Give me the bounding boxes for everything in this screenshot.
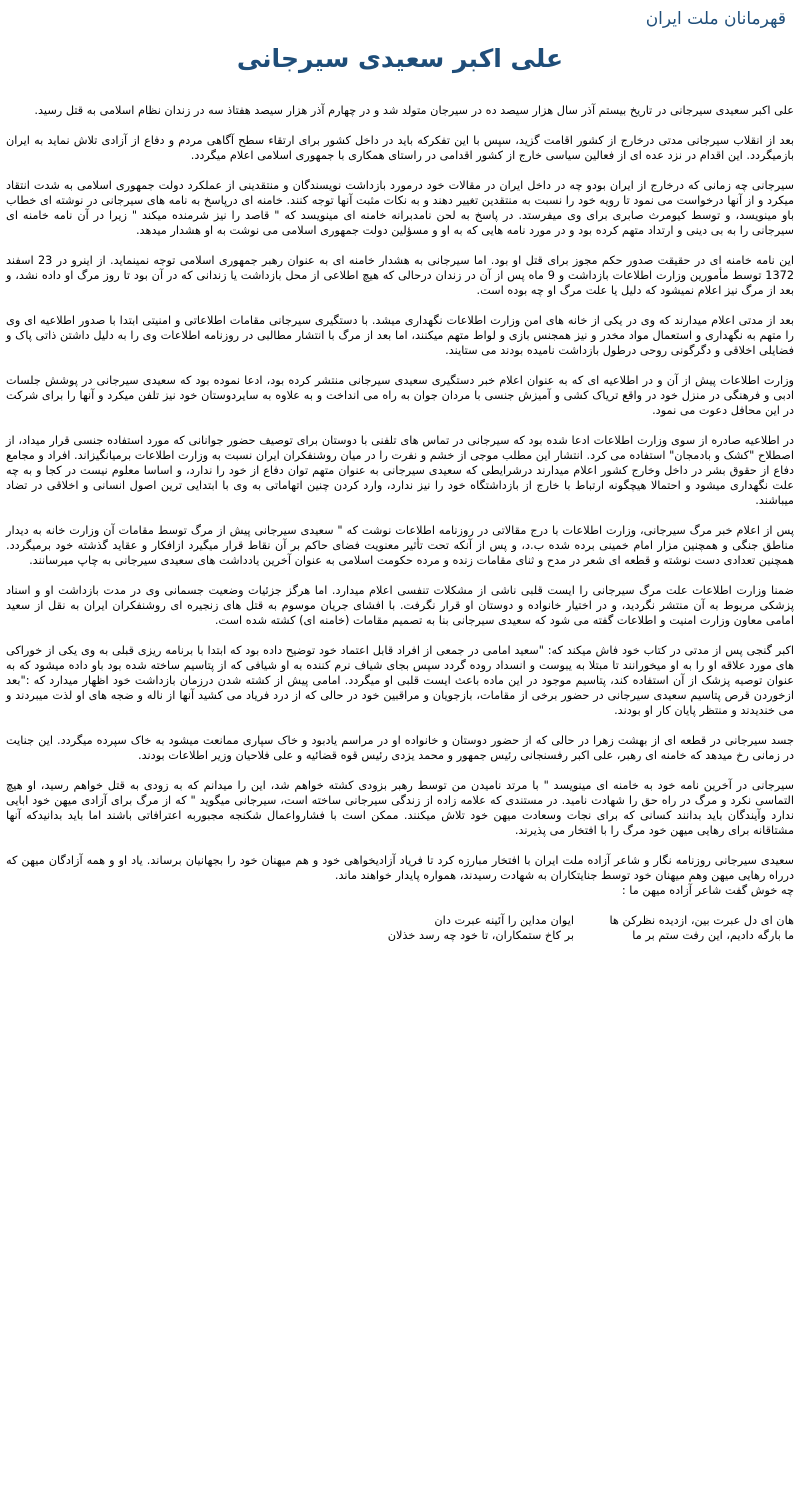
paragraph: سیرجانی چه زمانی که درخارج از ایران بودو چه در داخل ایران در مقالات خود درمورد بازداشت نویسندگان و منتقدینی از عملکرد دولت جمهوری اسلامی به شدت انتقاد میکرد و از آنها درخواست می نمود تا رویه خود را نسبت به منتقدین تغییر دهند و به نکات مثبت آنها توجه کنند. خامنه ای درپاسخ به نامه های سیرجانی در نوشته ای خطاب باو مینویسد، و توسط کیومرث صابری برای وی میفرستد. در پاسخ به لحن نامدبرانه خامنه ای مینویسد که " قاصد را نیز شرمنده میکند " زیرا در آن نامه خامنه ای سیرجانی را به بی دینی و ارتداد متهم کرده بود و در مورد نامه هایی که به او و مسؤلین دولت جمهوری اسلامی می نوشت به او هشدار میدهد. — [6, 179, 794, 237]
poem-line — [6, 913, 794, 928]
paragraph: وزارت اطلاعات پیش از آن و در اطلاعیه ای که به عنوان اعلام خبر دستگیری سعیدی سیرجانی منتشر کرده بود، ادعا نموده بود که سعیدی سیرجانی در پوشش جلسات ادبی و فرهنگی در منزل خود در واقع تریاک کشی و آمیزش جنسی با مردان جوان به راه می انداخت و به علاوه به سایردوستان خود نیز تلفن میکرد و آنها را برای شرکت در این محافل دعوت می نمود. — [6, 374, 794, 417]
poem-hemistich: بر کاخ ستمکاران، تا خود چه رسد خذلان — [387, 929, 574, 942]
paragraph: بعد از انقلاب سیرجانی مدتی درخارج از کشور اقامت گزید، سپس با این تفکرکه باید در داخل کشور برای ارتقاء سطح آگاهی مردم و دفاع از آزادی تلاش نماید به ایران بازمیگردد. این اقدام در نزد عده ای از فعالین سیاسی خارج از کشور اقدامی در راستای همکاری با جمهوری اسلامی اعلام میگردد. — [6, 134, 794, 162]
poem-hemistich: ایوان مداین را آئینه عبرت دان — [434, 914, 574, 927]
paragraph: این نامه خامنه ای در حقیقت صدور حکم مجوز برای قتل او بود. اما سیرجانی به هشدار خامنه ای به عنوان رهبر جمهوری اسلامی توجه نمینماید. از اینرو در 23 اسفند 1372 توسط مأمورین وزارت اطلاعات بازداشت و 9 ماه پس از آن در زندان درحالی که هیچ اطلاعی از محل بازداشت یا زندانی که در آن بود تا روز مرگ او داده نشد، و بعد از مرگ نیز اعلام نمیشود که دلیل یا علت مرگ او چه بوده است. — [6, 254, 795, 297]
poem-hemistich: هان ای دل عبرت بین، ازدیده نظرکن ها — [609, 914, 794, 927]
poem-intro: چه خوش گفت شاعر آزاده میهن ما : — [621, 884, 794, 897]
paragraph: در اطلاعیه صادره از سوی وزارت اطلاعات ادعا شده بود که سیرجانی در تماس های تلفنی با دوستان برای توصیف حضور جوانانی که مورد استفاده جنسی قرار میداد، از اصطلاح "کشک و بادمجان" استفاده می کرد. انتشار این مطلب موجی از خشم و نفرت را در میان روشنفکران ایران نسبت به وزارت اطلاعات برمیانگیزاند. افراد و مجامع دفاع از حقوق بشر در داخل وخارج کشور اعلام میدارند درشرایطی که سعیدی سیرجانی به عنوان متهم توان دفاع از خود را ندارد، و اساسا معلوم نیست در کجا و به چه علت نگهداری میشود و احتمالا هیچگونه ارتباط با خارج از بازداشتگاه خود را نیز ندارد، وارد کردن چنین اتهاماتی به وی با ابتدایی ترین اصول انسانی و اخلاقی در تضاد میباشند. — [5, 434, 794, 507]
paragraph: جسد سیرجانی در قطعه ای از بهشت زهرا در حالی که از حضور دوستان و خانواده او در مراسم یادبود و خاک سپاری ممانعت میشود به خاک سپرده میگردد. این جنایت در زمانی رخ میدهد که خامنه ای رهبر، علی اکبر رفسنجانی رئیس جمهور و محمد یزدی رئیس قوه قضائیه و علی فلاحیان وزیر اطلاعات بودند. — [6, 734, 794, 762]
paragraph: ضمنا وزارت اطلاعات علت مرگ سیرجانی را ایست قلبی ناشی از مشکلات تنفسی اعلام میدارد. اما هرگز جزئیات وضعیت جسمانی وی در مدت بازداشت او و اسناد پزشکی مربوط به آن منتشر نگردید، و در اختیار خانواده و دوستان او قرار نگرفت. با افشای جریان موسوم به قتل های زنجیره ای روشنفکران ایران به نقل از سعید امامی معاون وزارت امنیت و اطلاعات گفته می شود که سعیدی سیرجانی بنا به تصمیم مقامات (خامنه ای) کشته شده است. — [6, 584, 794, 627]
article-body — [6, 103, 794, 943]
site-title[interactable]: قهرمانان ملت ایران — [645, 9, 786, 29]
paragraph: سعیدی سیرجانی روزنامه نگار و شاعر آزاده ملت ایران با افتخار مبارزه کرد تا فریاد آزادیخواهی خود و هم میهنان خود را بجهانیان برساند. یاد او و همه آزادگان میهن که درراه رهایی میهن وهم میهنان خود توسط جنایتکاران به شهادت رسیدند، همواره پایدار خواهند ماند. — [6, 854, 794, 882]
paragraph: پس از اعلام خبر مرگ سیرجانی، وزارت اطلاعات با درج مقالاتی در روزنامه اطلاعات نوشت که " سعیدی سیرجانی پیش از مرگ توسط مقامات آن وزارت خانه به دیدار مناطق جنگی و همچنین مزار امام خمینی برده شده ب.د، و پس از آنکه تحت تأثیر معنویت فضای حاکم بر آن نقاط قرار میگیرد ازافکار و عقاید گذشته خود برمیگردد. همچنین تعدادی دست نوشته و قطعه ای شعر در مدح و ثنای مقامات زنده و مرده حکومت اسلامی به عنوان آخرین یادداشت های سعیدی سیرجانی به چاپ میرسانند. — [6, 524, 794, 567]
paragraph: علی اکبر سعیدی سیرجانی در تاریخ بیستم آذر سال هزار سیصد ده در سیرجان متولد شد و در چهارم آذر هزار سیصد هفتاذ سه در زندان نظام اسلامی به قتل رسید. — [34, 104, 794, 117]
page-title: علی اکبر سعیدی سیرجانی — [236, 44, 564, 73]
paragraph: سیرجانی در آخرین نامه خود به خامنه ای مینویسد " با مرتد نامیدن من توسط رهبر بزودی کشته خواهم شد، این را میدانم که به زودی به قتل خواهم رسید، او هیچ التماسی نکرد و مرگ در راه حق را شهادت نامید. در مستندی که علامه زاده از زندگی سیرجانی ساخته است، سیرجانی میگوید " که از مرگ برای آزادی میهن خود ابایی ندارد وآیندگان باید بدانند کسانی که برای نجات وسعادت میهن خود تلاش میکنند. ممکن است با فشارواعمال شکنجه مجبوربه اعترافاتی باشند اما باید بدانیدکه آنها مشتاقانه برای رهایی میهن خود مرگ را با افتخار می پذیرند. — [6, 779, 794, 837]
poem-hemistich: ما بارگه دادیم، این رفت ستم بر ما — [632, 929, 794, 942]
paragraph: بعد از مدتی اعلام میدارند که وی در یکی از خانه های امن وزارت اطلاعات نگهداری میشد. با دستگیری سیرجانی مقامات اطلاعاتی و امنیتی ابتدا با صدور اطلاعیه ای وی را متهم به نگهداری و استعمال مواد مخدر و نیز همجنس بازی و لواط متهم میکنند، اما بعد از مرگ با انتشار مطالبی در روزنامه اطلاعات وی را به دلیل داشتن ذاتی پاک و فضایلی اخلاقی و دگرگونی روحی درطول بازداشت نامیده بودند می ستایند. — [6, 314, 794, 357]
poem-line — [6, 928, 794, 943]
paragraph: اکبر گنجی پس از مدتی در کتاب خود فاش میکند که: "سعید امامی در جمعی از افراد قابل اعتماد خود توضیح داده بود که ابتدا با برنامه ریزی قبلی به وی یکی از خوراکی های مورد علاقه او را به او میخورانند تا مبتلا به یبوست و انسداد روده گردد سپس بجای شیاف نرم کننده به او شیافی که از پتاسیم ساخته شده بود باو داده میشود که به عنوان توصیه پزشک از آن استفاده کند، پتاسیم موجود در این ماده باعث ایست قلبی او میگردد. امامی پیش از کشته شدن درزمان بازداشت خود اظهار میدارد که :"بعد ازخوردن قرص پتاسیم سعیدی سیرجانی در حضور برخی از مقامات، بازجویان و مراقبین خود در حالی که از درد فریاد می کشید آنها از ناله و ضجه های او لذت میبردند و می خندیدند و منتظر پایان کار او بودند. — [6, 644, 794, 717]
poem — [6, 913, 794, 943]
